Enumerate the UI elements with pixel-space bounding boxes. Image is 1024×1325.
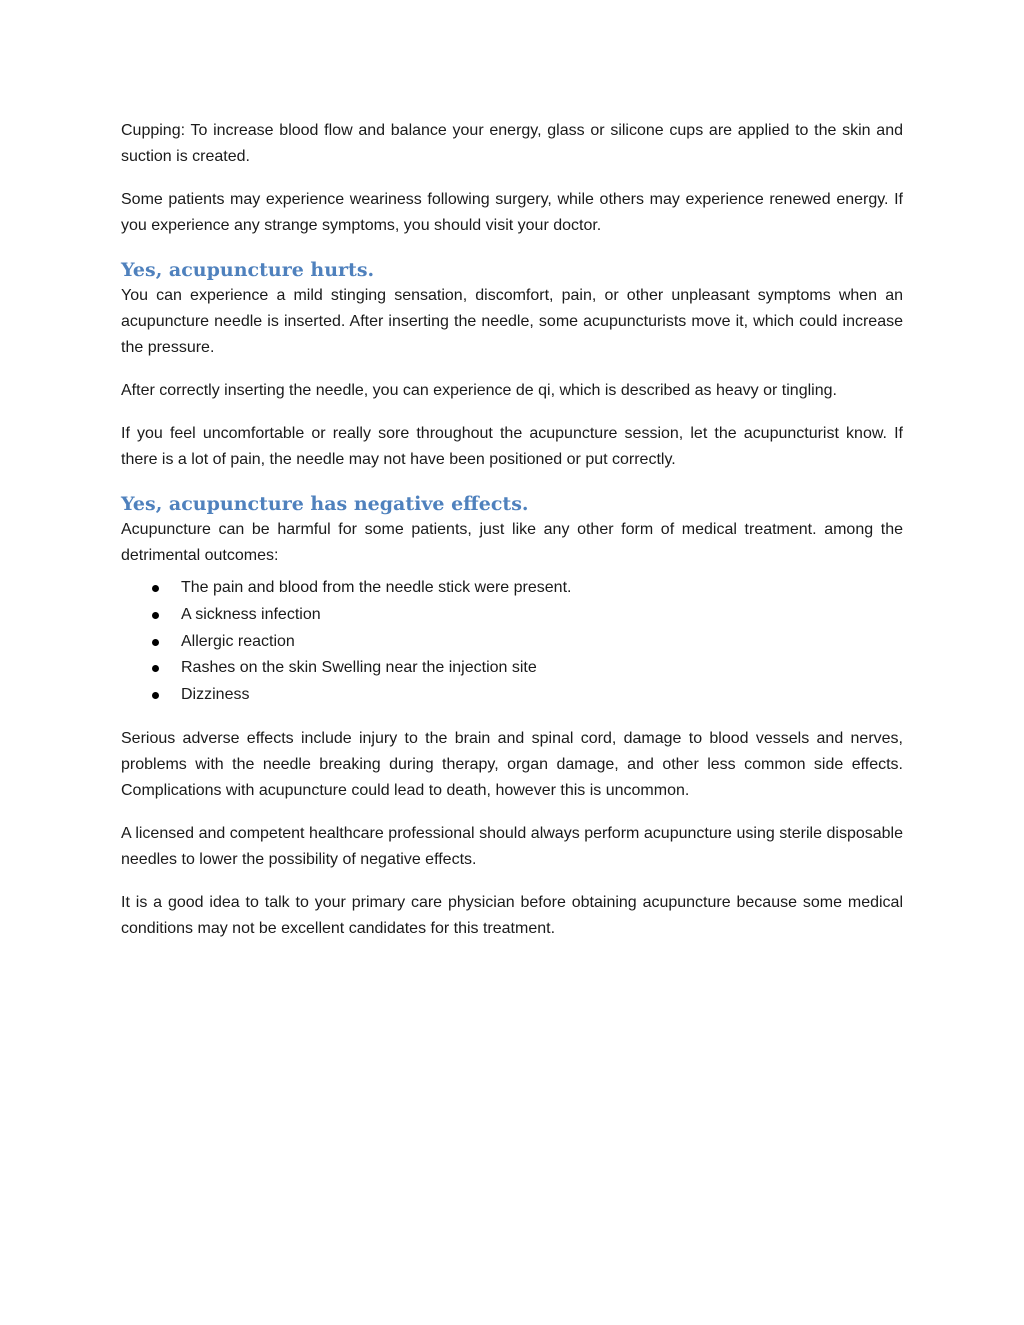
list-item-text: Rashes on the skin Swelling near the injection site xyxy=(181,659,537,677)
paragraph-serious-effects: Serious adverse effects include injury to the brain and spinal cord, damage to blood vessels and nerves, problems with the needle breaking during therapy, organ damage, and other less common side effects. Complications with acupuncture could lead to death, however this is uncommon. xyxy=(121,729,903,799)
heading-negative-effects: Yes, acupuncture has negative effects. xyxy=(121,493,529,515)
list-item-text: Allergic reaction xyxy=(181,632,295,650)
list-item xyxy=(121,602,903,629)
list-item-text: Dizziness xyxy=(181,686,250,704)
bullet-dot-icon xyxy=(152,692,159,699)
list-item xyxy=(121,629,903,656)
list-item xyxy=(121,575,903,602)
paragraph-uncomfortable: If you feel uncomfortable or really sore throughout the acupuncture session, let the acupuncturist know. If there is a lot of pain, the needle may not have been positioned or put correctly. xyxy=(121,425,903,468)
paragraph-stinging: You can experience a mild stinging sensation, discomfort, pain, or other unpleasant symptoms when an acupuncture needle is inserted. After inserting the needle, some acupuncturists move it, which could increase the pressure. xyxy=(121,287,903,356)
paragraph-de-qi: After correctly inserting the needle, you can experience de qi, which is described as heavy or tingling. xyxy=(121,382,837,399)
bullet-dot-icon xyxy=(152,612,159,619)
heading-acupuncture-hurts: Yes, acupuncture hurts. xyxy=(121,259,375,281)
bullet-list-outcomes xyxy=(121,575,903,709)
document-page xyxy=(121,118,903,959)
paragraph-weariness: Some patients may experience weariness following surgery, while others may experience renewed energy. If you experience any strange symptoms, you should visit your doctor. xyxy=(121,191,903,234)
bullet-dot-icon xyxy=(152,639,159,646)
paragraph-harmful-intro: Acupuncture can be harmful for some patients, just like any other form of medical treatment. among the detrimental outcomes: xyxy=(121,521,903,564)
paragraph-cupping: Cupping: To increase blood flow and balance your energy, glass or silicone cups are applied to the skin and suction is created. xyxy=(121,122,903,165)
list-item-text: The pain and blood from the needle stick were present. xyxy=(181,579,572,596)
list-item xyxy=(121,655,903,682)
bullet-dot-icon xyxy=(152,585,159,592)
bullet-dot-icon xyxy=(152,665,159,672)
list-item xyxy=(121,682,903,709)
list-item-text: A sickness infection xyxy=(181,605,321,623)
paragraph-primary-care: It is a good idea to talk to your primary care physician before obtaining acupuncture because some medical conditions may not be excellent candidates for this treatment. xyxy=(121,893,903,937)
paragraph-licensed-professional: A licensed and competent healthcare professional should always perform acupuncture using sterile disposable needles to lower the possibility of negative effects. xyxy=(121,824,903,868)
